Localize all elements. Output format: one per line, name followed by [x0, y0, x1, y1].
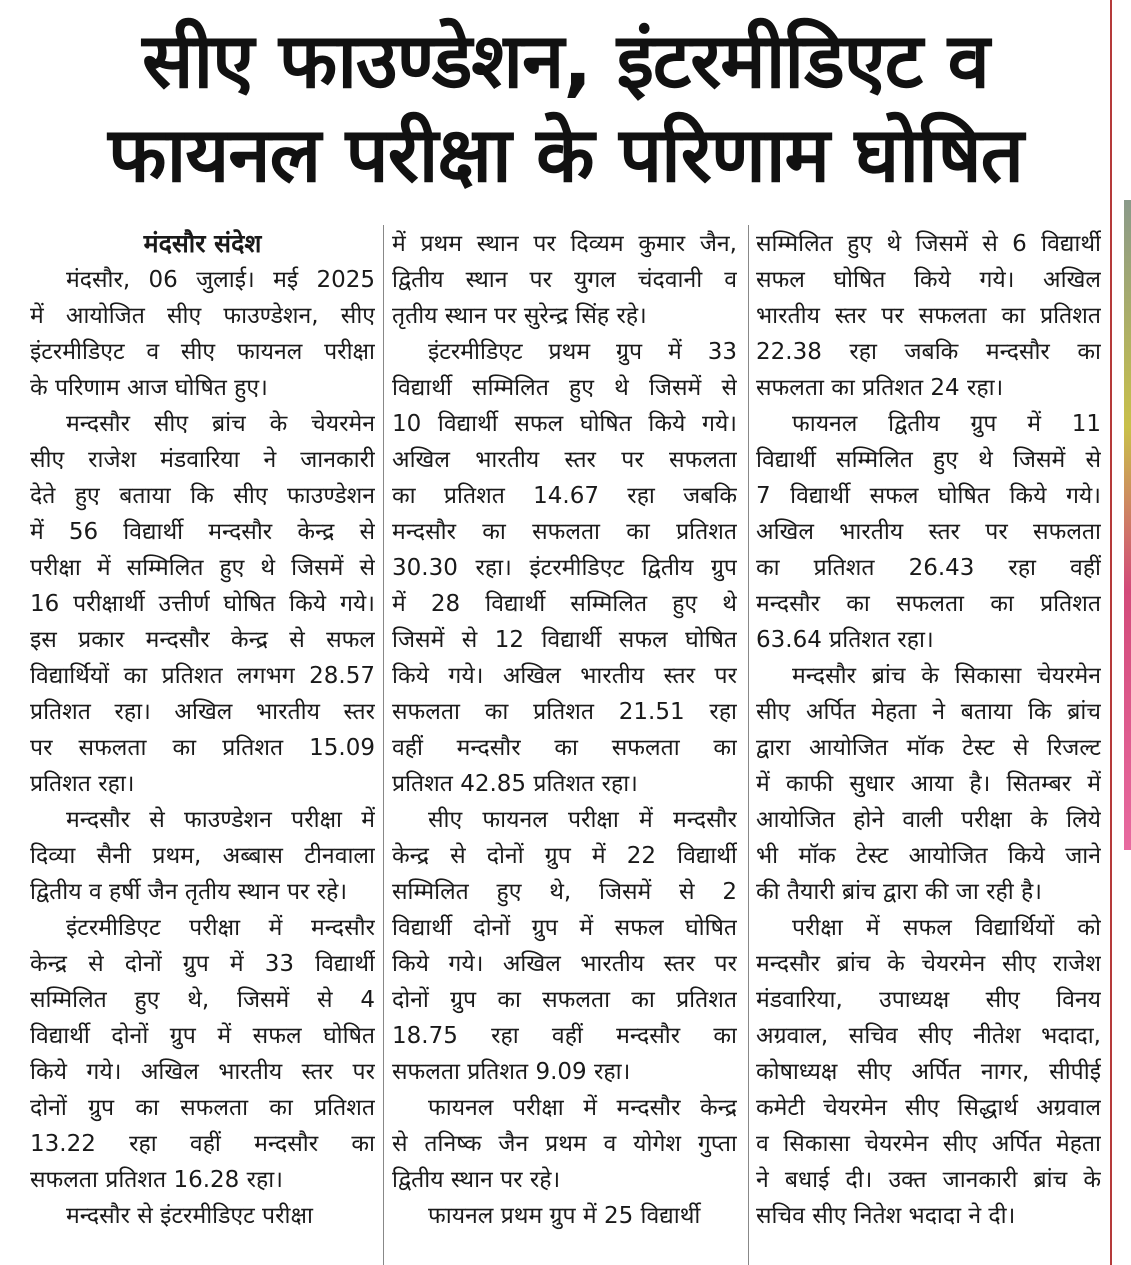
- text-line: जिसमें से 12 विद्यार्थी सफल घोषित: [392, 627, 737, 653]
- text-line: सफलता प्रतिशत 9.09 रहा।: [392, 1059, 631, 1085]
- headline-line-1: सीए फाउण्डेशन, इंटरमीडिएट व: [142, 16, 989, 105]
- text-line: देते हुए बताया कि सीए फाउण्डेशन: [30, 483, 375, 509]
- text-line: सफल घोषित किये गये। अखिल: [756, 267, 1101, 293]
- paragraph: [30, 1198, 375, 1234]
- text-line: द्वितीय स्थान पर युगल चंदवानी व: [392, 267, 737, 293]
- text-line: केन्द्र से दोनों ग्रुप में 33 विद्यार्थी: [30, 951, 375, 977]
- text-line: 13.22 रहा वहीं मन्दसौर का: [30, 1131, 375, 1157]
- text-line: मंडवारिया, उपाध्यक्ष सीए विनय: [756, 987, 1101, 1013]
- text-line: के परिणाम आज घोषित हुए।: [30, 375, 268, 401]
- text-line: में 28 विद्यार्थी सम्मिलित हुए थे: [392, 591, 737, 617]
- text-line: किये गये। अखिल भारतीय स्तर पर: [392, 951, 737, 977]
- paragraph: [392, 226, 737, 334]
- text-line: दोनों ग्रुप का सफलता का प्रतिशत: [30, 1095, 375, 1121]
- text-line: मन्दसौर से फाउण्डेशन परीक्षा में: [66, 807, 375, 833]
- paragraph: [392, 1090, 737, 1198]
- paragraph: [756, 658, 1101, 910]
- text-line: अग्रवाल, सचिव सीए नीतेश भदादा,: [756, 1023, 1101, 1049]
- text-line: वहीं मन्दसौर का सफलता का: [392, 735, 737, 761]
- text-line: सफलता प्रतिशत 16.28 रहा।: [30, 1167, 283, 1193]
- text-line: सफलता का प्रतिशत 21.51 रहा: [392, 699, 737, 725]
- text-line: मन्दसौर ब्रांच के चेयरमेन सीए राजेश: [756, 951, 1101, 977]
- text-line: प्रतिशत 42.85 प्रतिशत रहा।: [392, 771, 638, 797]
- text-line: व सिकासा चेयरमेन सीए अर्पित मेहता: [756, 1131, 1101, 1157]
- text-line: परीक्षा में सफल विद्यार्थियों को: [792, 915, 1101, 941]
- text-line: विद्यार्थी दोनों ग्रुप में सफल घोषित: [392, 915, 737, 941]
- text-line: प्रतिशत रहा। अखिल भारतीय स्तर: [30, 699, 375, 725]
- text-line: 18.75 रहा वहीं मन्दसौर का: [392, 1023, 737, 1049]
- column-divider: [748, 225, 749, 1265]
- text-line: फायनल द्वितीय ग्रुप में 11: [792, 411, 1101, 437]
- text-line: की तैयारी ब्रांच द्वारा की जा रही है।: [756, 879, 1042, 905]
- text-line: 30.30 रहा। इंटरमीडिएट द्वितीय ग्रुप: [392, 555, 737, 581]
- text-line: द्वितीय स्थान पर रहे।: [392, 1167, 561, 1193]
- text-line: सम्मिलित हुए थे, जिसमें से 2: [392, 879, 737, 905]
- paragraph: [756, 910, 1101, 1234]
- text-line: में 56 विद्यार्थी मन्दसौर केन्द्र से: [30, 519, 375, 545]
- text-line: अखिल भारतीय स्तर पर सफलता: [756, 519, 1101, 545]
- text-line: का प्रतिशत 14.67 रहा जबकि: [392, 483, 737, 509]
- text-line: तृतीय स्थान पर सुरेन्द्र सिंह रहे।: [392, 303, 647, 329]
- text-line: मन्दसौर का सफलता का प्रतिशत: [392, 519, 737, 545]
- text-line: मन्दसौर का सफलता का प्रतिशत: [756, 591, 1101, 617]
- headline: [28, 14, 1103, 202]
- text-line: परीक्षा में सम्मिलित हुए थे जिसमें से: [30, 555, 375, 581]
- paragraph: [756, 406, 1101, 658]
- article-column-3: [756, 226, 1101, 1234]
- text-line: फायनल परीक्षा में मन्दसौर केन्द्र: [428, 1095, 737, 1121]
- text-line: मन्दसौर सीए ब्रांच के चेयरमेन: [66, 411, 375, 437]
- text-line: किये गये। अखिल भारतीय स्तर पर: [30, 1059, 375, 1085]
- text-line: प्रतिशत रहा।: [30, 771, 135, 797]
- paragraph: [30, 910, 375, 1198]
- byline: मंदसौर संदेश: [143, 229, 262, 258]
- page-edge-rule: [1110, 0, 1112, 1265]
- text-line: इंटरमीडिएट परीक्षा में मन्दसौर: [66, 915, 375, 941]
- text-line: मन्दसौर ब्रांच के सिकासा चेयरमेन: [792, 663, 1101, 689]
- text-line: सम्मिलित हुए थे, जिसमें से 4: [30, 987, 375, 1013]
- text-line: आयोजित होने वाली परीक्षा के लिये: [756, 807, 1101, 833]
- paragraph: [392, 334, 737, 802]
- text-line: पर सफलता का प्रतिशत 15.09: [30, 735, 375, 761]
- text-line: विद्यार्थी दोनों ग्रुप में सफल घोषित: [30, 1023, 375, 1049]
- text-line: 22.38 रहा जबकि मन्दसौर का: [756, 339, 1101, 365]
- article-column-1: [30, 226, 375, 1234]
- text-line: 16 परीक्षार्थी उत्तीर्ण घोषित किये गये।: [30, 591, 375, 617]
- text-line: से तनिष्क जैन प्रथम व योगेश गुप्ता: [392, 1131, 737, 1157]
- text-line: विद्यार्थी सम्मिलित हुए थे जिसमें से: [392, 375, 737, 401]
- article-column-2: [392, 226, 737, 1234]
- text-line: कोषाध्यक्ष सीए अर्पित नागर, सीपीई: [756, 1059, 1101, 1085]
- paragraph: [30, 802, 375, 910]
- text-line: में आयोजित सीए फाउण्डेशन, सीए: [30, 303, 375, 329]
- text-line: द्वारा आयोजित मॉक टेस्ट से रिजल्ट: [756, 735, 1101, 761]
- text-line: सीए राजेश मंडवारिया ने जानकारी: [30, 447, 375, 473]
- text-line: का प्रतिशत 26.43 रहा वहीं: [756, 555, 1101, 581]
- text-line: इंटरमीडिएट प्रथम ग्रुप में 33: [428, 339, 737, 365]
- text-line: इस प्रकार मन्दसौर केन्द्र से सफल: [30, 627, 375, 653]
- text-line: मंदसौर, 06 जुलाई। मई 2025: [66, 267, 375, 293]
- text-line: सम्मिलित हुए थे जिसमें से 6 विद्यार्थी: [756, 231, 1101, 257]
- paragraph: [392, 802, 737, 1090]
- headline-line-2: फायनल परीक्षा के परिणाम घोषित: [108, 110, 1023, 199]
- text-line: केन्द्र से दोनों ग्रुप में 22 विद्यार्थी: [392, 843, 737, 869]
- adjacent-article-photo: [1124, 200, 1131, 850]
- text-line: विद्यार्थियों का प्रतिशत लगभग 28.57: [30, 663, 375, 689]
- text-line: में प्रथम स्थान पर दिव्यम कुमार जैन,: [392, 231, 737, 257]
- text-line: सीए अर्पित मेहता ने बताया कि ब्रांच: [756, 699, 1101, 725]
- text-line: मन्दसौर से इंटरमीडिएट परीक्षा: [66, 1203, 313, 1229]
- text-line: दोनों ग्रुप का सफलता का प्रतिशत: [392, 987, 737, 1013]
- text-line: सचिव सीए नितेश भदादा ने दी।: [756, 1203, 1016, 1229]
- text-line: दिव्या सैनी प्रथम, अब्बास टीनवाला: [30, 843, 375, 869]
- text-line: विद्यार्थी सम्मिलित हुए थे जिसमें से: [756, 447, 1101, 473]
- text-line: कमेटी चेयरमेन सीए सिद्धार्थ अग्रवाल: [756, 1095, 1101, 1121]
- text-line: इंटरमीडिएट व सीए फायनल परीक्षा: [30, 339, 375, 365]
- text-line: में काफी सुधार आया है। सितम्बर में: [756, 771, 1101, 797]
- paragraph: [392, 1198, 737, 1234]
- text-line: किये गये। अखिल भारतीय स्तर पर: [392, 663, 737, 689]
- text-line: 10 विद्यार्थी सफल घोषित किये गये।: [392, 411, 737, 437]
- text-line: 7 विद्यार्थी सफल घोषित किये गये।: [756, 483, 1101, 509]
- paragraph: [756, 226, 1101, 406]
- text-line: सीए फायनल परीक्षा में मन्दसौर: [428, 807, 737, 833]
- text-line: ने बधाई दी। उक्त जानकारी ब्रांच के: [756, 1167, 1101, 1193]
- paragraph: [30, 262, 375, 406]
- text-line: 63.64 प्रतिशत रहा।: [756, 627, 934, 653]
- text-line: फायनल प्रथम ग्रुप में 25 विद्यार्थी: [428, 1203, 701, 1229]
- text-line: द्वितीय व हर्षी जैन तृतीय स्थान पर रहे।: [30, 879, 348, 905]
- text-line: सफलता का प्रतिशत 24 रहा।: [756, 375, 1004, 401]
- text-line: अखिल भारतीय स्तर पर सफलता: [392, 447, 737, 473]
- text-line: भी मॉक टेस्ट आयोजित किये जाने: [756, 843, 1101, 869]
- paragraph: [30, 406, 375, 802]
- column-divider: [383, 225, 384, 1265]
- text-line: भारतीय स्तर पर सफलता का प्रतिशत: [756, 303, 1101, 329]
